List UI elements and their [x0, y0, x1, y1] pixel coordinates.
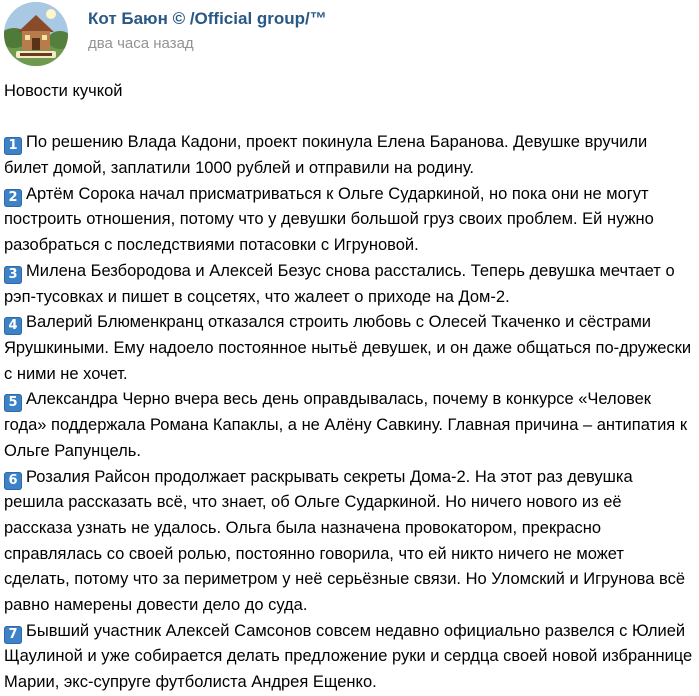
news-item [4, 465, 694, 619]
news-item-text: По решению Влада Кадони, проект покинула Елена Баранова. Девушке вручили билет домой, заплатили 1000 рублей и отправили на родину. [4, 133, 648, 178]
news-item [4, 259, 694, 310]
news-item-text: Александра Черно вчера весь день оправдывалась, почему в конкурсе «Человек года» поддержала Романа Капаклы, а не Алёну Савкину. Главная причина – антипатия к Ольге Рапунцель. [4, 390, 688, 460]
news-item-text: Розалия Райсон продолжает раскрывать секреты Дома-2. На этот раз девушка решила рассказать всё, что знает, об Ольге Сударкиной. Но ничего нового из её рассказа узнать не удалось. Ольга была назначена провокатором, прекрасно справлялась со своей ролью, постоянно говорила, что ей никто ничего не может сделать, потому что за периметром у неё серьёзные связи. Но Уломский и Игрунова всё равно намерены довести дело до суда. [4, 467, 686, 615]
post-timestamp[interactable]: два часа назад [88, 35, 194, 52]
cat-cabin-avatar-icon[interactable] [4, 2, 68, 66]
news-item [4, 182, 694, 259]
news-item-text: Артём Сорока начал присматриваться к Ольге Сударкиной, но пока они не могут построить отношения, потому что у девушки большой груз своих проблем. Ей нужно разобраться с последствиями потасовки с Игруновой. [4, 184, 654, 255]
keycap-number-icon: 5 [4, 394, 22, 412]
keycap-number-icon: 6 [4, 472, 22, 490]
news-item [4, 387, 694, 464]
keycap-number-icon: 4 [4, 317, 22, 335]
keycap-number-icon: 2 [4, 189, 22, 207]
keycap-number-icon: 1 [4, 137, 22, 155]
keycap-number-icon: 7 [4, 626, 22, 644]
news-item [4, 619, 694, 696]
news-item [4, 130, 694, 181]
post-header [0, 0, 699, 72]
keycap-number-icon: 3 [4, 266, 22, 284]
news-item-text: Бывший участник Алексей Самсонов совсем недавно официально развелся с Юлией Щаулиной и уже собирается делать предложение руки и сердца своей новой избраннице Марии, экс-супруге футболиста Андрея Ещенко. [4, 621, 693, 692]
news-item [4, 310, 694, 387]
news-item-text: Валерий Блюменкранц отказался строить любовь с Олесей Ткаченко и сёстрами Ярушкиными. Ему надоело постоянное нытьё девушек, и он даже общаться по-дружески с ними не хочет. [4, 313, 692, 383]
post-body [4, 79, 694, 696]
blank-line [4, 105, 694, 131]
news-item-text: Милена Безбородова и Алексей Безус снова расстались. Теперь девушка мечтает о рэп-тусовках и пишет в соцсетях, что жалеет о приходе на Дом-2. [4, 261, 675, 306]
author-name-link[interactable]: Кот Баюн © /Official group/™ [88, 9, 327, 28]
post-heading: Новости кучкой [4, 82, 123, 100]
